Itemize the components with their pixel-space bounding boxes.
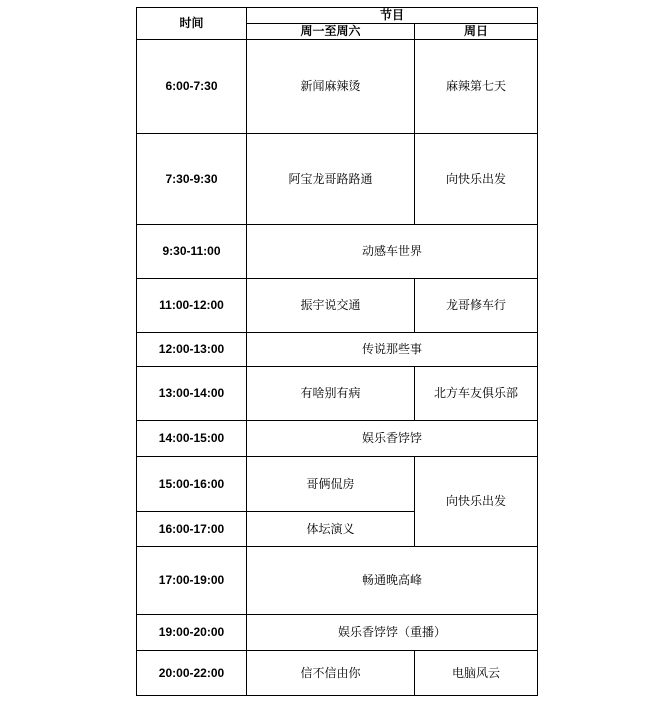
all-week-program-cell: 娱乐香饽饽: [247, 421, 538, 457]
sunday-program-cell: 麻辣第七天: [415, 40, 538, 134]
schedule-row: [137, 457, 538, 512]
header-row: [137, 8, 538, 24]
sunday-program-cell: 向快乐出发: [415, 134, 538, 225]
time-cell: 14:00-15:00: [137, 421, 247, 457]
sunday-program-cell: 北方车友俱乐部: [415, 367, 538, 421]
schedule-row: [137, 333, 538, 367]
schedule-row: [137, 421, 538, 457]
all-week-program-cell: 动感车世界: [247, 225, 538, 279]
time-cell: 16:00-17:00: [137, 512, 247, 547]
time-cell: 11:00-12:00: [137, 279, 247, 333]
header-weekday: 周一至周六: [247, 24, 415, 40]
time-cell: 13:00-14:00: [137, 367, 247, 421]
header-sunday: 周日: [415, 24, 538, 40]
time-cell: 20:00-22:00: [137, 651, 247, 696]
time-cell: 7:30-9:30: [137, 134, 247, 225]
time-cell: 15:00-16:00: [137, 457, 247, 512]
schedule-row: [137, 651, 538, 696]
sunday-program-cell: 电脑风云: [415, 651, 538, 696]
schedule-row: [137, 225, 538, 279]
all-week-program-cell: 传说那些事: [247, 333, 538, 367]
weekday-program-cell: 阿宝龙哥路路通: [247, 134, 415, 225]
schedule-row: [137, 40, 538, 134]
schedule-row: [137, 279, 538, 333]
all-week-program-cell: 娱乐香饽饽（重播）: [247, 615, 538, 651]
time-cell: 12:00-13:00: [137, 333, 247, 367]
sunday-program-cell: 向快乐出发: [415, 457, 538, 547]
time-cell: 19:00-20:00: [137, 615, 247, 651]
weekday-program-cell: 新闻麻辣烫: [247, 40, 415, 134]
weekday-program-cell: 有啥别有病: [247, 367, 415, 421]
header-time: 时间: [137, 8, 247, 40]
time-cell: 9:30-11:00: [137, 225, 247, 279]
schedule-row: [137, 547, 538, 615]
header-program: 节目: [247, 8, 538, 24]
all-week-program-cell: 畅通晚高峰: [247, 547, 538, 615]
sunday-program-cell: 龙哥修车行: [415, 279, 538, 333]
weekday-program-cell: 哥俩侃房: [247, 457, 415, 512]
weekday-program-cell: 信不信由你: [247, 651, 415, 696]
schedule-row: [137, 367, 538, 421]
time-cell: 6:00-7:30: [137, 40, 247, 134]
weekday-program-cell: 振宇说交通: [247, 279, 415, 333]
time-cell: 17:00-19:00: [137, 547, 247, 615]
weekday-program-cell: 体坛演义: [247, 512, 415, 547]
schedule-row: [137, 134, 538, 225]
schedule-row: [137, 615, 538, 651]
program-schedule-table: [136, 7, 538, 696]
